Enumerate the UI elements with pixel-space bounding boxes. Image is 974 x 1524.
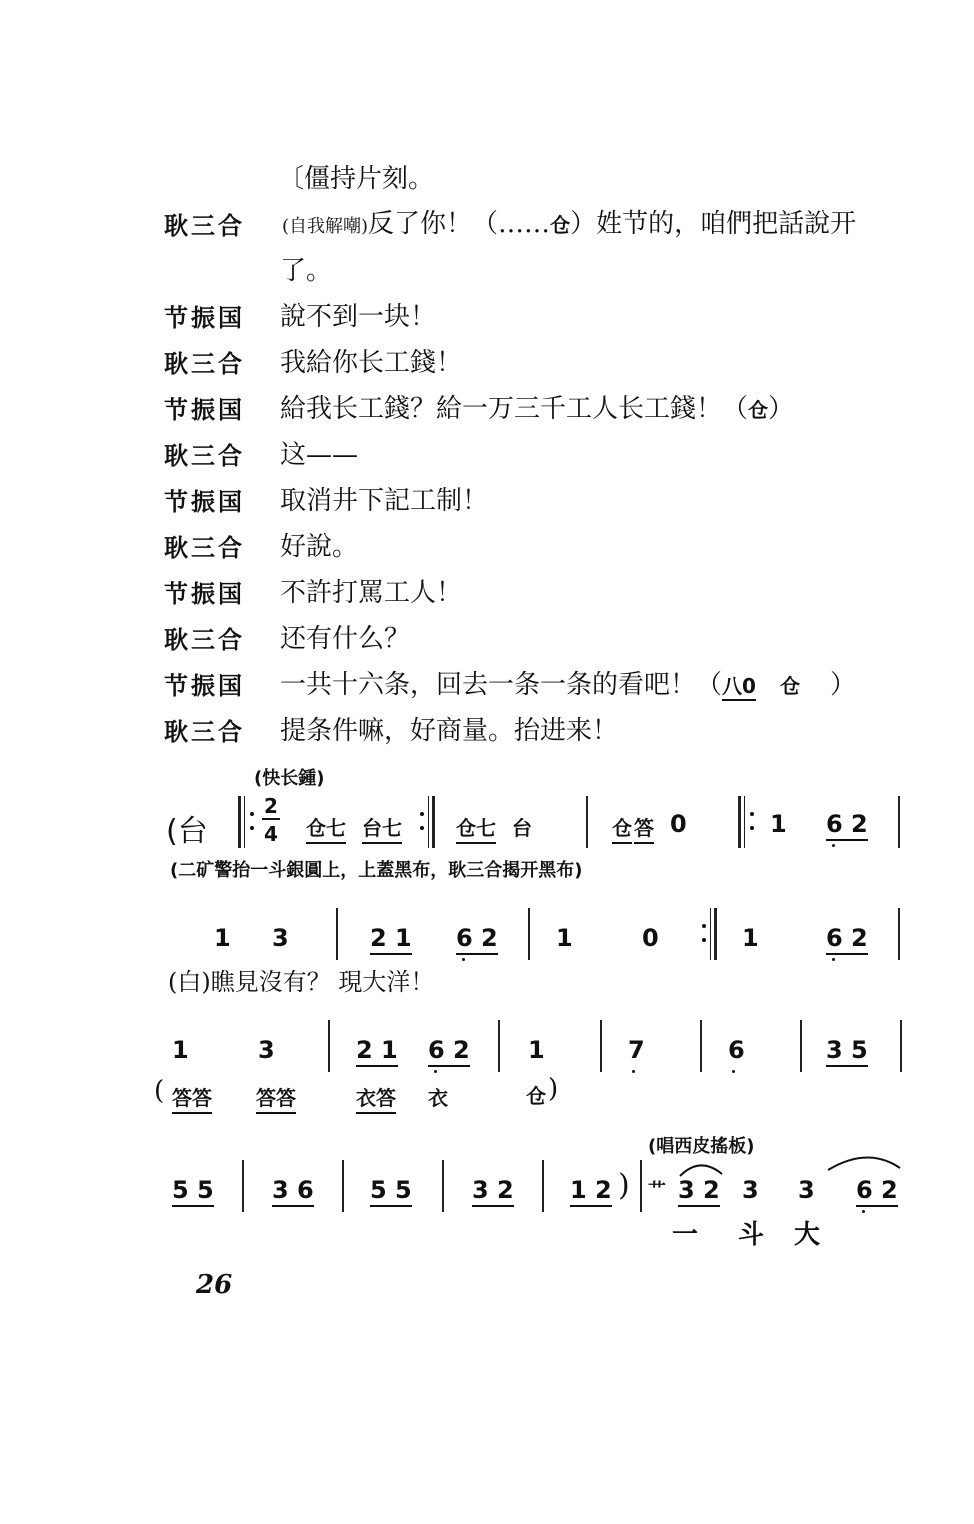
free-meter-sign: 艹 bbox=[648, 1180, 666, 1201]
percussion-note: 仓七 bbox=[306, 812, 346, 844]
percussion-note: 答 bbox=[634, 812, 654, 844]
percussion-note: 衣答 bbox=[356, 1082, 396, 1114]
percussion-cue: 八0 bbox=[722, 674, 756, 701]
dialogue-text: ） bbox=[829, 670, 856, 700]
note: 2 1 bbox=[370, 924, 412, 955]
speaker-name: 耿三合 bbox=[164, 718, 245, 746]
speaker-name: 耿三合 bbox=[164, 212, 245, 240]
speaker-name: 节振国 bbox=[164, 304, 245, 332]
score-close: ) bbox=[618, 1168, 630, 1203]
note: 6 2 bbox=[826, 810, 868, 841]
dialogue-text: 說不到一块！ bbox=[280, 302, 437, 332]
speaker-name: 耿三合 bbox=[164, 442, 245, 470]
percussion-close: ) bbox=[548, 1074, 559, 1104]
note: 3 bbox=[272, 924, 289, 952]
lyric: 一 bbox=[672, 1220, 699, 1250]
speaker-name: 节振国 bbox=[164, 488, 245, 516]
dialogue-text: 好說。 bbox=[280, 532, 359, 562]
slur bbox=[680, 1165, 722, 1176]
note: 5 5 bbox=[172, 1176, 214, 1207]
note: 3 2 bbox=[472, 1176, 514, 1207]
speaker-name: 耿三合 bbox=[164, 626, 245, 654]
note: 1 bbox=[556, 924, 573, 952]
percussion-note: 答答 bbox=[172, 1082, 212, 1114]
speaker-name: 耿三合 bbox=[164, 534, 245, 562]
dialogue-text: ） bbox=[768, 394, 795, 424]
percussion-note: 衣 bbox=[428, 1086, 448, 1110]
note: 6 2 bbox=[456, 924, 498, 955]
tempo-label: (快长鍾) bbox=[254, 768, 325, 789]
note: 3 bbox=[742, 1176, 759, 1204]
note: 3 bbox=[798, 1176, 815, 1204]
lyric: 斗 bbox=[738, 1220, 765, 1250]
note: 7 bbox=[628, 1036, 645, 1064]
dialogue-text: 这—— bbox=[280, 440, 359, 470]
dialogue-text: 反了你！（…… bbox=[368, 209, 551, 239]
note: 0 bbox=[670, 810, 687, 838]
page-number: 26 bbox=[196, 1270, 233, 1300]
note: 1 2 bbox=[570, 1176, 612, 1207]
speaker-name: 节振国 bbox=[164, 672, 245, 700]
dialogue-text: 还有什么？ bbox=[280, 624, 411, 654]
note: 1 bbox=[770, 810, 787, 838]
dialogue-text: 不許打罵工人！ bbox=[280, 578, 463, 608]
percussion-note: 仓 bbox=[612, 812, 632, 844]
speaker-name: 节振国 bbox=[164, 396, 245, 424]
note: 6 bbox=[728, 1036, 745, 1064]
dialogue-text: 給我长工錢？給一万三千工人长工錢！（ bbox=[280, 394, 749, 424]
spoken-line: (白)瞧見沒有？ 現大洋！ bbox=[168, 968, 435, 996]
note: 3 bbox=[258, 1036, 275, 1064]
note: 1 bbox=[528, 1036, 545, 1064]
percussion-note: 答答 bbox=[256, 1082, 296, 1114]
percussion-note: 仓 bbox=[526, 1084, 546, 1108]
note: 2 1 bbox=[356, 1036, 398, 1067]
dialogue-text: ）姓节的，咱們把話說开 bbox=[570, 209, 857, 239]
percussion-cue: 仓 bbox=[748, 398, 769, 422]
slur bbox=[828, 1157, 900, 1170]
note: 5 5 bbox=[370, 1176, 412, 1207]
note: 6 2 bbox=[826, 924, 868, 955]
percussion-cue: 仓 bbox=[550, 213, 571, 237]
percussion-note: 台七 bbox=[362, 812, 402, 844]
percussion-cue: 仓 bbox=[779, 674, 800, 698]
dialogue-continuation: 了。 bbox=[280, 256, 333, 286]
note: 1 bbox=[742, 924, 759, 952]
note: 6 2 bbox=[856, 1176, 898, 1207]
time-signature-top: 2 bbox=[264, 794, 278, 818]
note: 1 bbox=[172, 1036, 189, 1064]
stage-direction: (二矿警抬一斗銀圓上，上蓋黑布，耿三合揭开黑布) bbox=[170, 860, 583, 881]
note: 0 bbox=[642, 924, 659, 952]
percussion-open: ( bbox=[154, 1076, 165, 1106]
note: 3 6 bbox=[272, 1176, 314, 1207]
score-open: (台 bbox=[166, 814, 208, 849]
time-signature-bottom: 4 bbox=[264, 822, 278, 846]
note: 3 2 bbox=[678, 1176, 720, 1207]
speaker-name: 耿三合 bbox=[164, 350, 245, 378]
lyric: 大 bbox=[794, 1220, 821, 1250]
note: 6 2 bbox=[428, 1036, 470, 1067]
percussion-note: 仓七 bbox=[456, 812, 496, 844]
singing-label: (唱西皮搖板) bbox=[648, 1136, 755, 1157]
aside-note: (自我解嘲) bbox=[282, 216, 369, 237]
note: 3 5 bbox=[826, 1036, 868, 1067]
dialogue-text: 提条件嘛，好商量。抬进来！ bbox=[280, 716, 619, 746]
stage-direction: 〔僵持片刻。 bbox=[278, 164, 435, 194]
speaker-name: 节振国 bbox=[164, 580, 245, 608]
dialogue-text: 一共十六条，回去一条一条的看吧！（ bbox=[280, 670, 723, 700]
percussion-note: 台 bbox=[512, 816, 532, 840]
note: 1 bbox=[214, 924, 231, 952]
dialogue-text: 我給你长工錢！ bbox=[280, 348, 463, 378]
dialogue-text: 取消井下記工制！ bbox=[280, 486, 489, 516]
